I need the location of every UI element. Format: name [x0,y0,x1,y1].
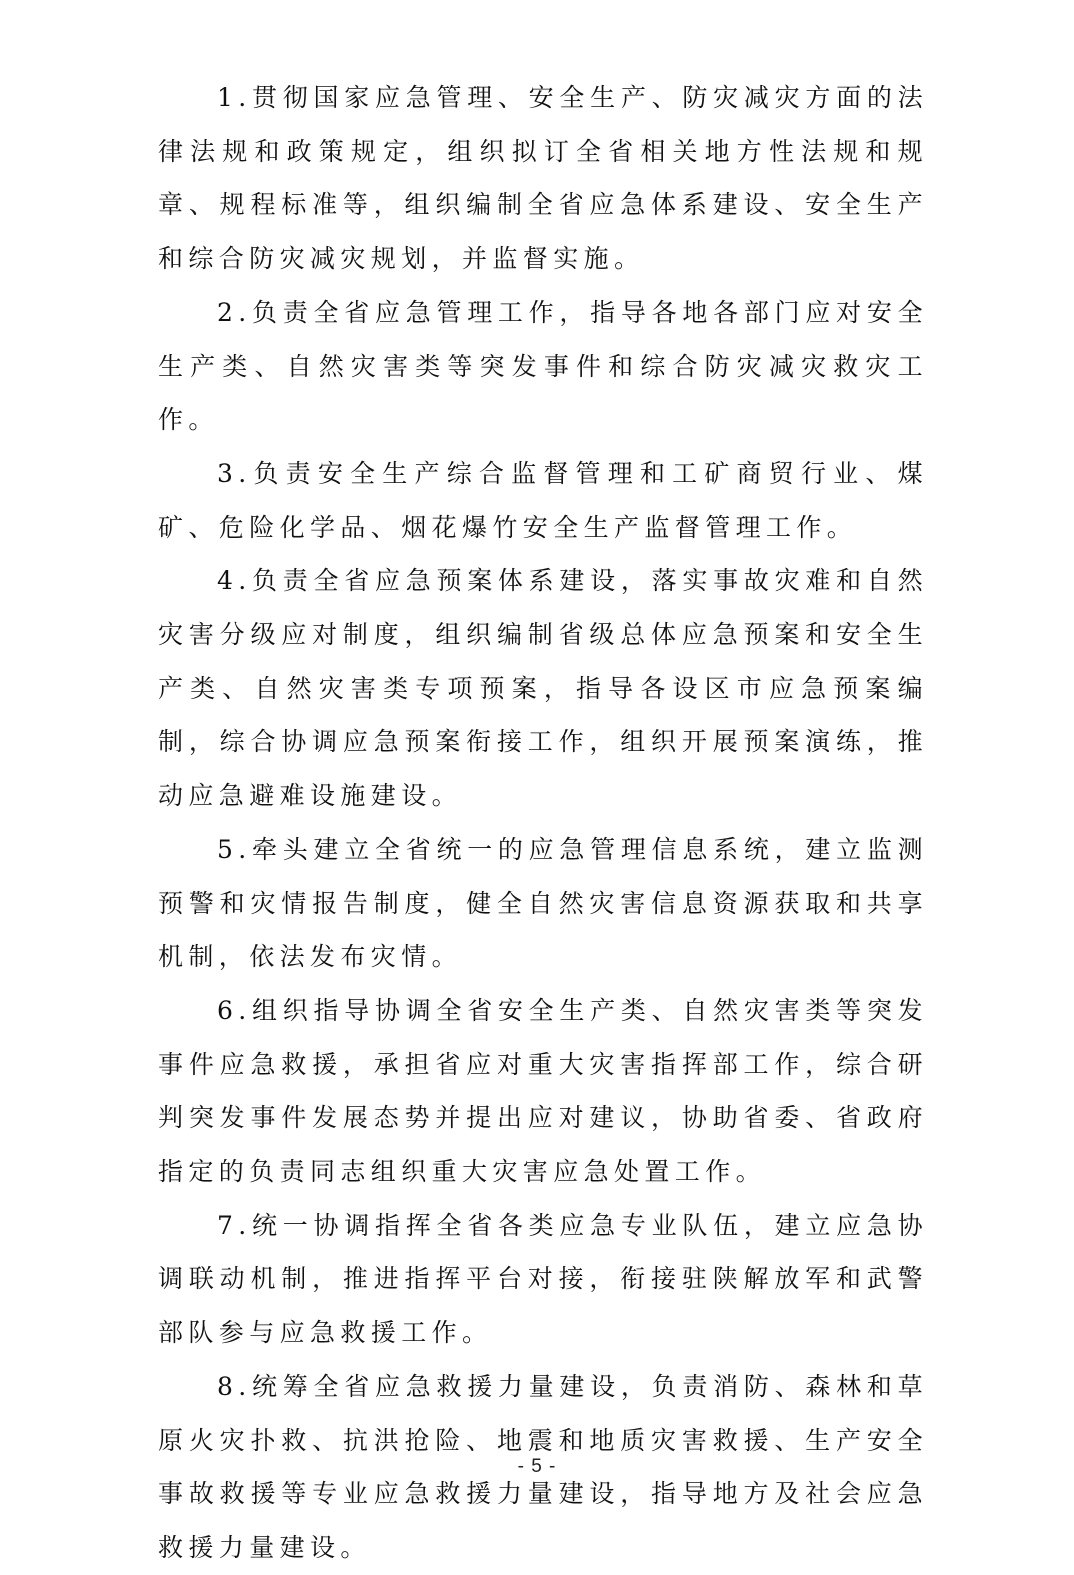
paragraph-6: 6.组织指导协调全省安全生产类、自然灾害类等突发事件应急救援，承担省应对重大灾害指挥部工作，综合研判突发事件发展态势并提出应对建议，协助省委、省政府指定的负责同志组织重大灾害应急处置工作。 [158,995,928,1187]
paragraph-3: 3.负责安全生产综合监督管理和工矿商贸行业、煤矿、危险化学品、烟花爆竹安全生产监督管理工作。 [158,458,928,542]
paragraph-2: 2.负责全省应急管理工作，指导各地各部门应对安全生产类、自然灾害类等突发事件和综合防灾减灾救灾工作。 [158,297,928,435]
paragraph-5: 5.牵头建立全省统一的应急管理信息系统，建立监测预警和灾情报告制度，健全自然灾害信息资源获取和共享机制，依法发布灾情。 [158,834,928,972]
paragraph-7: 7.统一协调指挥全省各类应急专业队伍，建立应急协调联动机制，推进指挥平台对接，衔接驻陕解放军和武警部队参与应急救援工作。 [158,1210,928,1348]
paragraph-4: 4.负责全省应急预案体系建设，落实事故灾难和自然灾害分级应对制度，组织编制省级总体应急预案和安全生产类、自然灾害类专项预案，指导各设区市应急预案编制，综合协调应急预案衔接工作，组织开展预案演练，推动应急避难设施建设。 [158,566,928,811]
document-body [158,71,928,1575]
paragraph-8: 8.统筹全省应急救援力量建设，负责消防、森林和草原火灾扑救、抗洪抢险、地震和地质灾害救援、生产安全事故救援等专业应急救援力量建设，指导地方及社会应急救援力量建设。 [158,1371,928,1562]
page-number: - 5 - [517,1456,557,1477]
paragraph-1: 1.贯彻国家应急管理、安全生产、防灾减灾方面的法律法规和政策规定，组织拟订全省相关地方性法规和规章、规程标准等，组织编制全省应急体系建设、安全生产和综合防灾减灾规划，并监督实施。 [158,83,928,274]
